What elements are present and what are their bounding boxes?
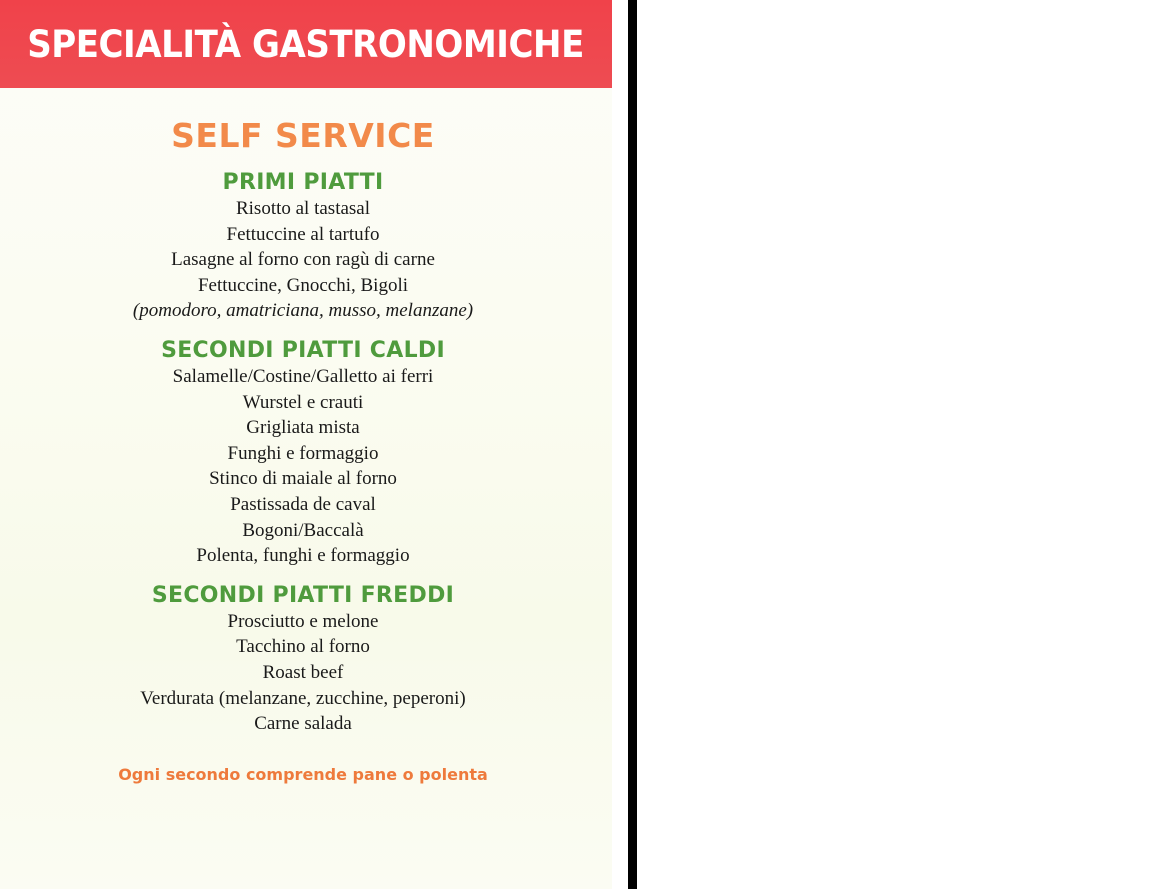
blank-area xyxy=(637,0,1152,889)
section-title: SECONDI PIATTI FREDDI xyxy=(151,582,455,608)
menu-item: Fettuccine, Gnocchi, Bigoli xyxy=(197,274,408,296)
divider-bar xyxy=(628,0,637,889)
header-title: SPECIALITÀ GASTRONOMICHE xyxy=(27,22,585,66)
menu-item: Prosciutto e melone xyxy=(227,610,379,632)
footer-note: Ogni secondo comprende pane o polenta xyxy=(118,764,488,784)
menu-item: Fettuccine al tartufo xyxy=(226,223,380,245)
section-primi-piatti xyxy=(0,170,606,324)
menu-item: Risotto al tastasal xyxy=(235,198,371,219)
section-secondi-freddi xyxy=(0,583,606,737)
menu-item: Lasagne al forno con ragù di carne xyxy=(171,249,435,271)
menu-item: Pastissada de caval xyxy=(230,493,376,515)
self-service-title: SELF SERVICE xyxy=(171,116,435,155)
menu-item: Grigliata mista xyxy=(246,417,360,439)
section-secondi-caldi xyxy=(0,338,606,569)
menu-content xyxy=(0,112,606,785)
menu-item: Carne salada xyxy=(254,713,352,735)
section-title: SECONDI PIATTI CALDI xyxy=(161,337,445,363)
menu-item: Funghi e formaggio xyxy=(227,442,379,464)
menu-item: Salamelle/Costine/Galletto ai ferri xyxy=(172,365,434,387)
section-title: PRIMI PIATTI xyxy=(222,170,384,195)
menu-item: Bogoni/Baccalà xyxy=(242,519,364,541)
header-banner xyxy=(0,0,612,88)
menu-item: Stinco di maiale al forno xyxy=(209,468,397,490)
page-edge xyxy=(612,0,622,889)
menu-item-note: (pomodoro, amatriciana, musso, melanzane) xyxy=(132,300,474,322)
menu-item: Tacchino al forno xyxy=(236,636,370,658)
menu-item: Verdurata (melanzane, zucchine, peperoni) xyxy=(140,687,466,709)
menu-item: Polenta, funghi e formaggio xyxy=(196,545,410,567)
menu-item: Roast beef xyxy=(262,661,344,683)
menu-item: Wurstel e crauti xyxy=(242,391,364,413)
